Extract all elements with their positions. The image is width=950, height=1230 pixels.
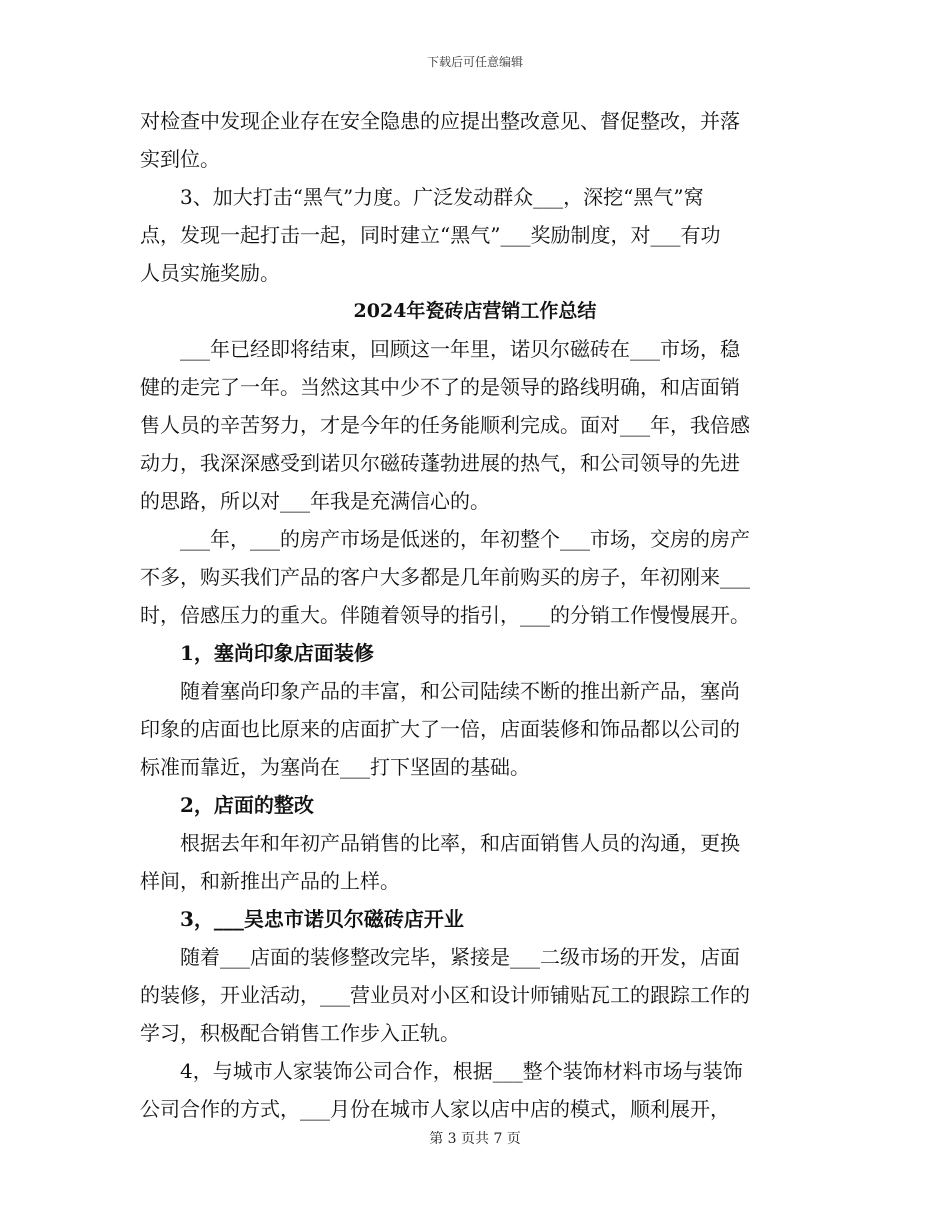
page-footer: 第 3 页共 7 页 xyxy=(429,1131,521,1147)
paragraph-start-line: 3、加大打击“黑气”力度。广泛发动群众___，深挖“黑气”窝 xyxy=(180,185,704,209)
body-line: 的思路，所以对___年我是充满信心的。 xyxy=(140,489,490,513)
body-line: 售人员的辛苦努力，才是今年的任务能顺利完成。面对___年，我倍感 xyxy=(140,413,750,437)
body-line: 对检查中发现企业存在安全隐患的应提出整改意见、督促整改，并落 xyxy=(140,109,740,133)
body-line: 印象的店面也比原来的店面扩大了一倍，店面装修和饰品都以公司的 xyxy=(140,717,740,741)
body-line: 健的走完了一年。当然这其中少不了的是领导的路线明确，和店面销 xyxy=(140,375,740,399)
body-line: 时，倍感压力的重大。伴随着领导的指引，___的分销工作慢慢展开。 xyxy=(140,603,750,627)
subheading: 3，___吴忠市诺贝尔磁砖店开业 xyxy=(180,907,464,931)
subheading: 2，店面的整改 xyxy=(180,793,314,817)
section-title: 2024年瓷砖店营销工作总结 xyxy=(353,300,597,322)
body-line: 动力，我深深感受到诺贝尔磁砖蓬勃进展的热气，和公司领导的先进 xyxy=(140,451,740,475)
body-line: 学习，积极配合销售工作步入正轨。 xyxy=(140,1021,460,1045)
subheading: 1，塞尚印象店面装修 xyxy=(180,641,374,665)
body-line: 实到位。 xyxy=(140,147,220,171)
paragraph-start-line: 随着塞尚印象产品的丰富，和公司陆续不断的推出新产品，塞尚 xyxy=(180,679,740,703)
body-line: 样间，和新推出产品的上样。 xyxy=(140,869,400,893)
body-line: 人员实施奖励。 xyxy=(140,261,280,285)
body-line: 的装修，开业活动，___营业员对小区和设计师铺贴瓦工的跟踪工作的 xyxy=(140,983,750,1007)
paragraph-start-line: 随着___店面的装修整改完毕，紧接是___二级市场的开发，店面 xyxy=(180,945,740,969)
paragraph-start-line: 根据去年和年初产品销售的比率，和店面销售人员的沟通，更换 xyxy=(180,831,740,855)
paragraph-start-line: ___年，___的房产市场是低迷的，年初整个___市场，交房的房产 xyxy=(180,527,750,551)
page-header-note: 下载后可任意编辑 xyxy=(426,55,523,69)
paragraph-start-line: ___年已经即将结束，回顾这一年里，诺贝尔磁砖在___市场，稳 xyxy=(180,337,740,361)
body-line: 不多，购买我们产品的客户大多都是几年前购买的房子，年初刚来___ xyxy=(140,565,750,589)
document-body xyxy=(140,102,810,1128)
body-line: 点，发现一起打击一起，同时建立“黑气”___奖励制度，对___有功 xyxy=(140,223,721,247)
body-line: 公司合作的方式，___月份在城市人家以店中店的模式，顺利展开， xyxy=(140,1097,730,1121)
paragraph-start-line: 4，与城市人家装饰公司合作，根据___整个装饰材料市场与装饰 xyxy=(180,1059,743,1083)
body-line: 标准而靠近，为塞尚在___打下坚固的基础。 xyxy=(140,755,530,779)
